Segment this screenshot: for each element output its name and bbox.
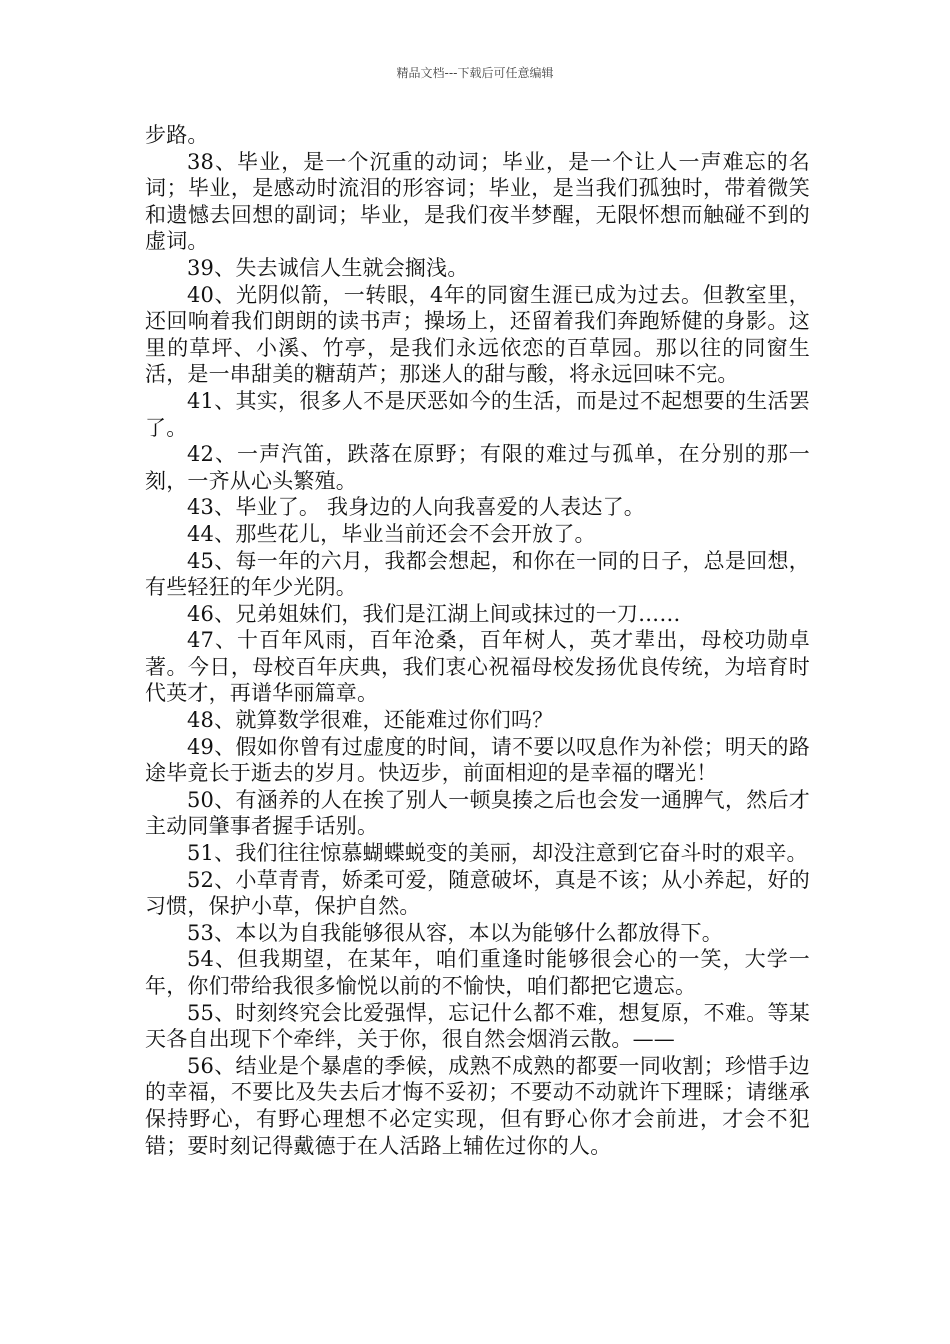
paragraph-55: 55、时刻终究会比爱强悍，忘记什么都不难，想复原，不难。等某天各自出现下个牵绊，关于你，很自然会烟消云散。——: [145, 1000, 810, 1052]
paragraph-41: 41、其实，很多人不是厌恶如今的生活，而是过不起想要的生活罢了。: [145, 388, 810, 440]
paragraph-47: 47、十百年风雨，百年沧桑，百年树人，英才辈出，母校功勋卓著。今日，母校百年庆典，我们衷心祝福母校发扬优良传统，为培育时代英才，再谱华丽篇章。: [145, 628, 810, 706]
paragraph-40: 40、光阴似箭，一转眼，4年的同窗生涯已成为过去。但教室里，还回响着我们朗朗的读书声；操场上，还留着我们奔跑矫健的身影。这里的草坪、小溪、竹亭，是我们永远依恋的百草园。那以往的同窗生活，是一串甜美的糖葫芦；那迷人的甜与酸，将永远回味不完。: [145, 282, 810, 387]
paragraph-45: 45、每一年的六月，我都会想起，和你在一同的日子，总是回想，有些轻狂的年少光阴。: [145, 548, 810, 600]
paragraph-44: 44、那些花儿，毕业当前还会不会开放了。: [187, 521, 596, 546]
paragraph-52: 52、小草青青，娇柔可爱，随意破坏，真是不该；从小养起，好的习惯，保护小草，保护自然。: [145, 867, 810, 919]
page-header: 精品文档---下载后可任意编辑: [396, 66, 554, 80]
document-body: [145, 122, 810, 1159]
paragraph-50: 50、有涵养的人在挨了别人一顿臭揍之后也会发一通脾气，然后才主动同肇事者握手话别。: [145, 787, 810, 839]
paragraph-42: 42、一声汽笛，跌落在原野；有限的难过与孤单，在分别的那一刻，一齐从心头繁殖。: [145, 442, 810, 493]
paragraph-48: 48、就算数学很难，还能难过你们吗？: [187, 708, 554, 733]
paragraph-54: 54、但我期望，在某年，咱们重逢时能够很会心的一笑，大学一年，你们带给我很多愉悦以前的不愉快，咱们都把它遗忘。: [145, 947, 810, 998]
paragraph-53: 53、本以为自我能够很从容，本以为能够什么都放得下。: [187, 920, 723, 945]
paragraph-43: 43、毕业了。 我身边的人向我喜爱的人表达了。: [187, 495, 645, 520]
paragraph-38: 38、毕业，是一个沉重的动词；毕业，是一个让人一声难忘的名词；毕业，是感动时流泪的形容词；毕业，是当我们孤独时，带着微笑和遗憾去回想的副词；毕业，是我们夜半梦醒，无限怀想而触碰不到的虚词。: [145, 149, 810, 254]
paragraph-51: 51、我们往往惊慕蝴蝶蜕变的美丽，却没注意到它奋斗时的艰辛。: [187, 841, 808, 866]
paragraph-49: 49、假如你曾有过虚度的时间，请不要以叹息作为补偿；明天的路途毕竟长于逝去的岁月。快迈步，前面相迎的是幸福的曙光！: [145, 734, 810, 786]
paragraph-39: 39、失去诚信人生就会搁浅。: [187, 255, 469, 280]
paragraph-56: 56、结业是个暴虐的季候，成熟不成熟的都要一同收割；珍惜手边的幸福，不要比及失去后才悔不妥初；不要动不动就许下理睬；请继承保持野心，有野心理想不必定实现，但有野心你才会前进，才会不犯错；要时刻记得戴德于在人活路上辅佐过你的人。: [145, 1053, 810, 1158]
paragraph-46: 46、兄弟姐妹们，我们是江湖上间或抹过的一刀……: [187, 601, 681, 626]
paragraph-continuation: 步路。: [145, 123, 209, 147]
